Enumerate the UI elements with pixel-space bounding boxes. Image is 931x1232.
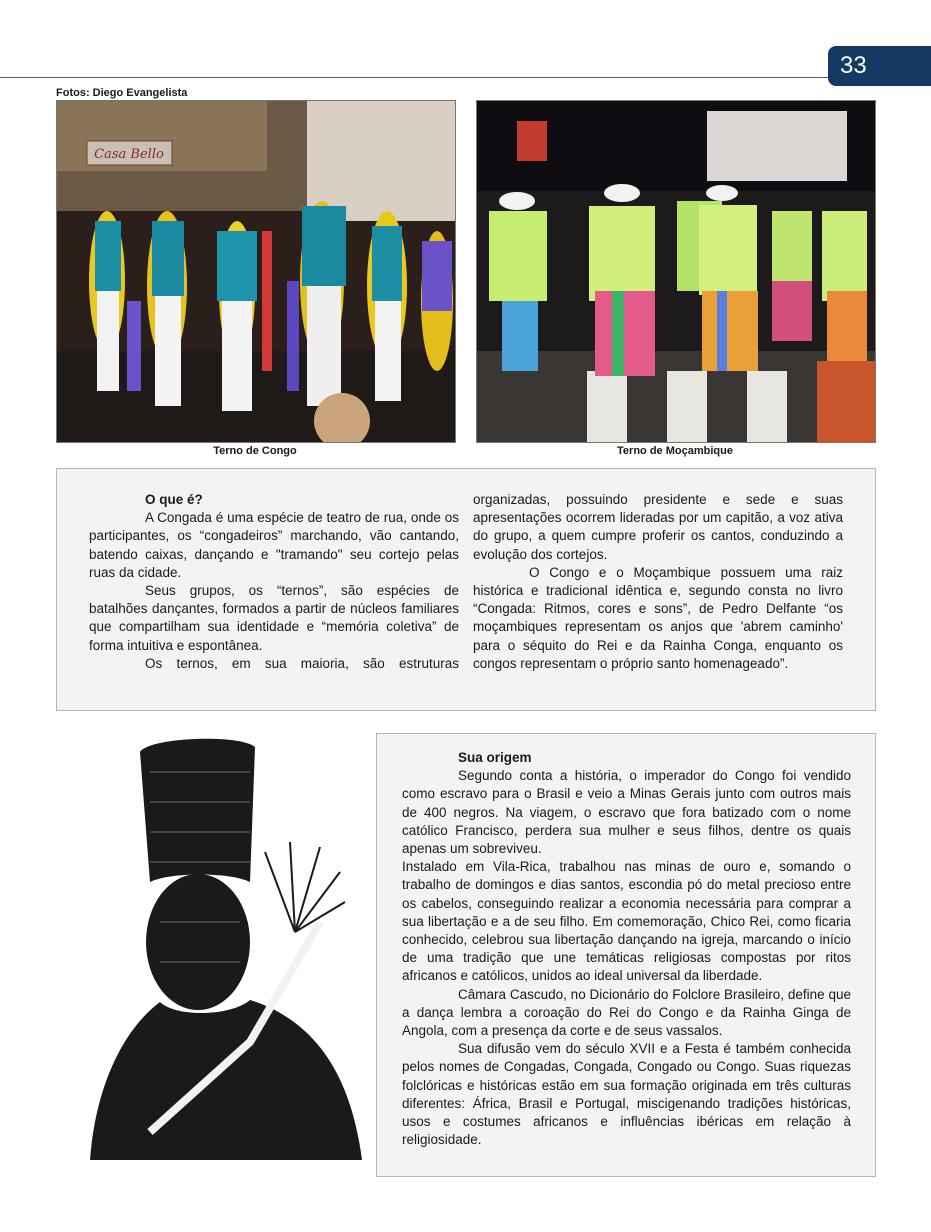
congo-photo-caption: Terno de Congo [213,445,297,457]
origin-box [376,733,876,1177]
origin-paragraph: Segundo conta a história, o imperador do Congo foi vendido como escravo para o Brasil e veio a Minas Gerais junto com outros mais de 400 negros. Na viagem, o escravo que fora batizado com o nome católico Francisco, perdera sua mulher e seus filhos, dentre os quais apenas um sobreviveu. [402,768,851,857]
shop-sign-text: Casa Bello [94,147,164,162]
what-is-paragraph: Seus grupos, os “ternos”, são espécies de batalhões dançantes, formados a partir de núcleos familiares que compartilham sua identidade e “memória coletiva” de forma intuitiva e espontânea. [89,583,459,653]
origin-title: Sua origem [458,750,532,765]
mocambique-group-photo [476,100,876,443]
what-is-paragraph: O Congo e o Moçambique possuem uma raiz histórica e tradicional idêntica e, segundo consta no livro “Congada: Ritmos, cores e sons”, de Pedro Delfante “os moçambiques representam os anjos que 'abrem caminho' para o séquito do Rei e da Rainha Conga, enquanto os congos representam o próprio santo homenageado”. [473,564,843,671]
what-is-title: O que é? [145,492,203,507]
origin-text [402,749,851,1149]
what-is-left-column [89,491,459,673]
what-is-paragraph: organizadas, possuindo presidente e sede e suas apresentações ocorrem lideradas por um capitão, a voz ativa do grupo, a quem cumpre proferir os cantos, conduzindo a evolução dos cortejos. [473,492,843,562]
page-number: 33 [828,46,931,86]
what-is-paragraph: A Congada é uma espécie de teatro de rua, onde os participantes, os “congadeiros” marchando, vão cantando, batendo caixas, dançando e "tramando" seu cortejo pelas ruas da cidade. [89,510,459,580]
photo-credit: Fotos: Diego Evangelista [56,87,188,99]
what-is-paragraph: Os ternos, em sua maioria, são estruturas [145,655,459,671]
header-rule [0,77,832,78]
illustration-caption: Foto ilustrativa [256,1145,335,1157]
origin-paragraph: Câmara Cascudo, no Dicionário do Folclore Brasileiro, define que a dança lembra a coroação do Rei do Congo e da Rainha Ginga de Angola, com a presença da corte e de seus vassalos. [402,986,851,1039]
what-is-right-column [473,491,843,673]
mocambique-photo-caption: Terno de Moçambique [617,445,733,457]
congo-group-photo [56,100,456,443]
chico-rei-engraving [90,732,362,1160]
origin-paragraph: Sua difusão vem do século XVII e a Festa é também conhecida pelos nomes de Congadas, Congada, Congado ou Congo. Suas riquezas folclóricas e históricas estão em sua formação originada em três culturas diferentes: África, Brasil e Portugal, miscigenando tradições históricas, usos e costumes africanos e influências ibéricas em relação à religiosidade. [402,1041,851,1148]
what-is-box [56,468,876,711]
origin-paragraph: Instalado em Vila-Rica, trabalhou nas minas de ouro e, somando o trabalho de domingos e dias santos, escondia pó do metal precioso entre os cabelos, conseguindo realizar a economia necessária para comprar a sua libertação e a de seu filho. Em comemoração, Chico Rei, como ficaria conhecido, celebrou sua libertação dançando na igreja, marcando o início de uma tradição que une temáticas religiosas compostas por ritos africanos e católicos, unidos ao ideal universal da liberdade. [402,859,851,984]
